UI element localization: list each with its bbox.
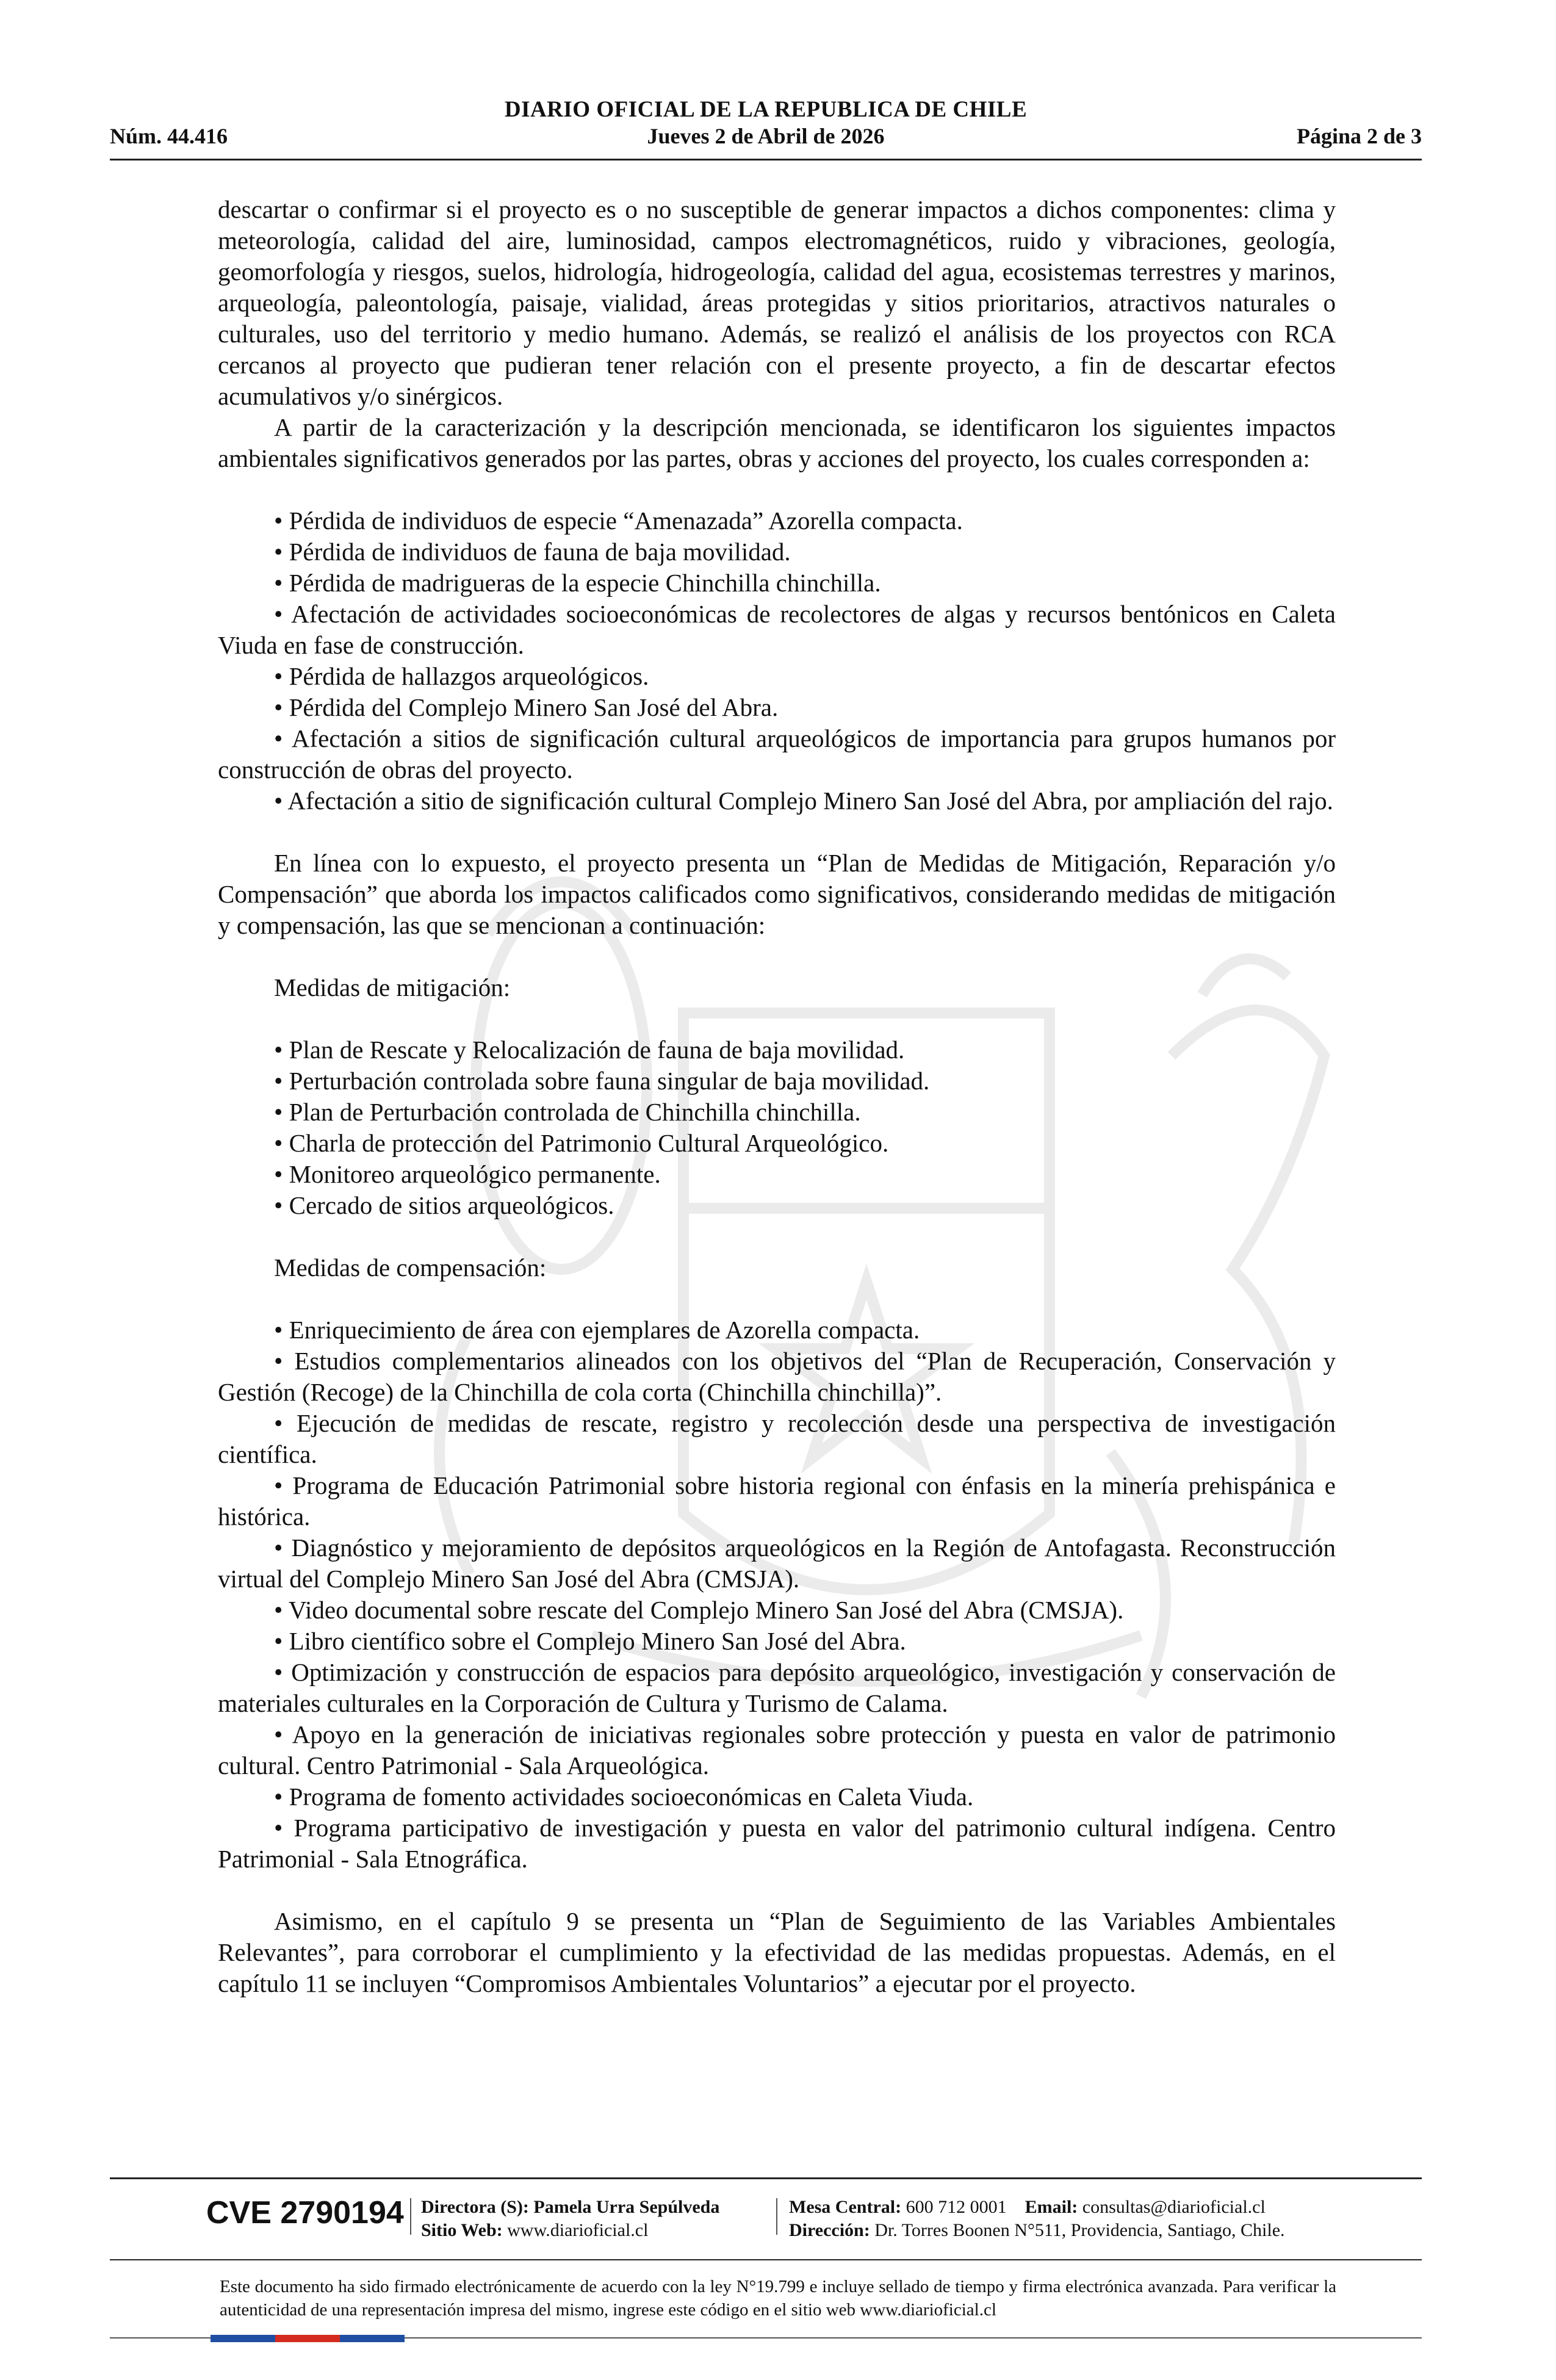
footer-separator <box>410 2198 411 2235</box>
list-item: • Cercado de sitios arqueológicos. <box>274 1191 614 1219</box>
cve-code: CVE 2790194 <box>206 2195 404 2230</box>
list-item: • Diagnóstico y mejoramiento de depósitos arqueológicos en la Región de Antofagasta. Reconstrucción virtual del Complejo Minero San José del Abra (CMSJA). <box>218 1534 1336 1593</box>
list-item: • Libro científico sobre el Complejo Minero San José del Abra. <box>274 1627 906 1655</box>
list-item: • Pérdida de individuos de fauna de baja movilidad. <box>274 538 791 566</box>
list-item: • Enriquecimiento de área con ejemplares de Azorella compacta. <box>274 1316 920 1344</box>
legal-notice: Este documento ha sido firmado electrónicamente de acuerdo con la ley N°19.799 e incluye sellado de tiempo y firma electrónica avanzada. Para verificar la autenticidad de una representación impresa del mismo, ingrese este código en el sitio web www.diarioficial.cl <box>220 2277 1336 2320</box>
paragraph: descartar o confirmar si el proyecto es o no susceptible de generar impactos a dichos componentes: clima y meteorología, calidad del aire, luminosidad, campos electromagnéticos, ruido y vibraciones, geología, geomorfología y riesgos, suelos, hidrología, hidrogeología, calidad del agua, ecosistemas terrestres y marinos, arqueología, paleontología, paisaje, vialidad, áreas protegidas y sitios prioritarios, atractivos naturales o culturales, uso del territorio y medio humano. Además, se realizó el análisis de los proyectos con RCA cercanos al proyecto que pudieran tener relación con el presente proyecto, a fin de descartar efectos acumulativos y/o sinérgicos. <box>218 195 1336 410</box>
address-value: Dr. Torres Boonen N°511, Providencia, Santiago, Chile. <box>874 2220 1285 2240</box>
list-item: • Plan de Rescate y Relocalización de fauna de baja movilidad. <box>274 1036 905 1064</box>
list-item: • Pérdida de hallazgos arqueológicos. <box>274 662 649 690</box>
paragraph: Asimismo, en el capítulo 9 se presenta un “Plan de Seguimiento de las Variables Ambientales Relevantes”, para corroborar el cumplimiento y la efectividad de las medidas propuestas. Además, en el capítulo 11 se incluyen “Compromisos Ambientales Voluntarios” a ejecutar por el proyecto. <box>218 1907 1336 1997</box>
email-link[interactable]: consultas@diarioficial.cl <box>1082 2197 1266 2217</box>
paragraph: En línea con lo expuesto, el proyecto presenta un “Plan de Medidas de Mitigación, Reparación y/o Compensación” que aborda los impactos calificados como significativos, considerando medidas de mitigación y compensación, las que se mencionan a continuación: <box>218 849 1336 939</box>
director-name: Pamela Urra Sepúlveda <box>533 2197 720 2217</box>
section-label: Medidas de compensación: <box>274 1253 547 1282</box>
page-header <box>110 92 1422 160</box>
footer-separator <box>776 2198 777 2235</box>
list-item: • Video documental sobre rescate del Complejo Minero San José del Abra (CMSJA). <box>274 1596 1124 1624</box>
website-label: Sitio Web: <box>421 2220 503 2240</box>
list-item: • Perturbación controlada sobre fauna singular de baja movilidad. <box>274 1067 930 1095</box>
website-link[interactable]: www.diarioficial.cl <box>507 2220 649 2240</box>
list-item: • Afectación a sitio de significación cultural Complejo Minero San José del Abra, por ampliación del rajo. <box>274 787 1333 815</box>
list-item: • Monitoreo arqueológico permanente. <box>274 1160 661 1188</box>
paragraph: A partir de la caracterización y la descripción mencionada, se identificaron los siguientes impactos ambientales significativos generados por las partes, obras y acciones del proyecto, los cuales corresponden a: <box>218 413 1336 472</box>
issue-number: Núm. 44.416 <box>110 124 228 148</box>
list-item: • Programa de Educación Patrimonial sobre historia regional con énfasis en la minería prehispánica e histórica. <box>218 1471 1336 1531</box>
list-item: • Estudios complementarios alineados con los objetivos del “Plan de Recuperación, Conservación y Gestión (Recoge) de la Chinchilla de cola corta (Chinchilla chinchilla)”. <box>218 1347 1336 1406</box>
list-item: • Afectación a sitios de significación cultural arqueológicos de importancia para grupos humanos por construcción de obras del proyecto. <box>218 724 1336 784</box>
list-item: • Optimización y construcción de espacios para depósito arqueológico, investigación y conservación de materiales culturales en la Corporación de Cultura y Turismo de Calama. <box>218 1658 1336 1717</box>
list-item: • Pérdida de madrigueras de la especie Chinchilla chinchilla. <box>274 569 881 597</box>
document-body <box>218 194 1336 1999</box>
list-item: • Pérdida del Complejo Minero San José del Abra. <box>274 693 779 721</box>
email-label: Email: <box>1025 2197 1078 2217</box>
page-number: Página 2 de 3 <box>1296 124 1422 148</box>
list-item: • Ejecución de medidas de rescate, registro y recolección desde una perspectiva de investigación científica. <box>218 1409 1336 1468</box>
footer-divider <box>110 2259 1422 2260</box>
footer-contact-right <box>789 2196 1285 2242</box>
list-item: • Programa participativo de investigación y puesta en valor del patrimonio cultural indígena. Centro Patrimonial - Sala Etnográfica. <box>218 1814 1336 1873</box>
list-item: • Plan de Perturbación controlada de Chinchilla chinchilla. <box>274 1098 861 1126</box>
footer-divider <box>110 2177 1422 2179</box>
phone-value: 600 712 0001 <box>906 2197 1007 2217</box>
flag-red-segment <box>275 2335 340 2342</box>
list-item: • Afectación de actividades socioeconómicas de recolectores de algas y recursos bentónicos en Caleta Viuda en fase de construcción. <box>218 600 1336 659</box>
list-item: • Apoyo en la generación de iniciativas regionales sobre protección y puesta en valor de patrimonio cultural. Centro Patrimonial - Sala Arqueológica. <box>218 1720 1336 1780</box>
address-label: Dirección: <box>789 2220 870 2240</box>
phone-label: Mesa Central: <box>789 2197 902 2217</box>
list-item: • Programa de fomento actividades socioeconómicas en Caleta Viuda. <box>274 1783 974 1811</box>
list-item: • Pérdida de individuos de especie “Amenazada” Azorella compacta. <box>274 507 963 535</box>
footer-contact-left <box>421 2196 719 2242</box>
flag-blue-segment <box>340 2335 405 2342</box>
list-item: • Charla de protección del Patrimonio Cultural Arqueológico. <box>274 1129 889 1157</box>
gazette-title: DIARIO OFICIAL DE LA REPUBLICA DE CHILE <box>504 97 1028 122</box>
section-label: Medidas de mitigación: <box>274 973 511 1001</box>
flag-blue-segment <box>211 2335 275 2342</box>
flag-stripe <box>211 2335 405 2342</box>
issue-date: Jueves 2 de Abril de 2026 <box>647 124 885 148</box>
director-label: Directora (S): <box>421 2197 529 2217</box>
